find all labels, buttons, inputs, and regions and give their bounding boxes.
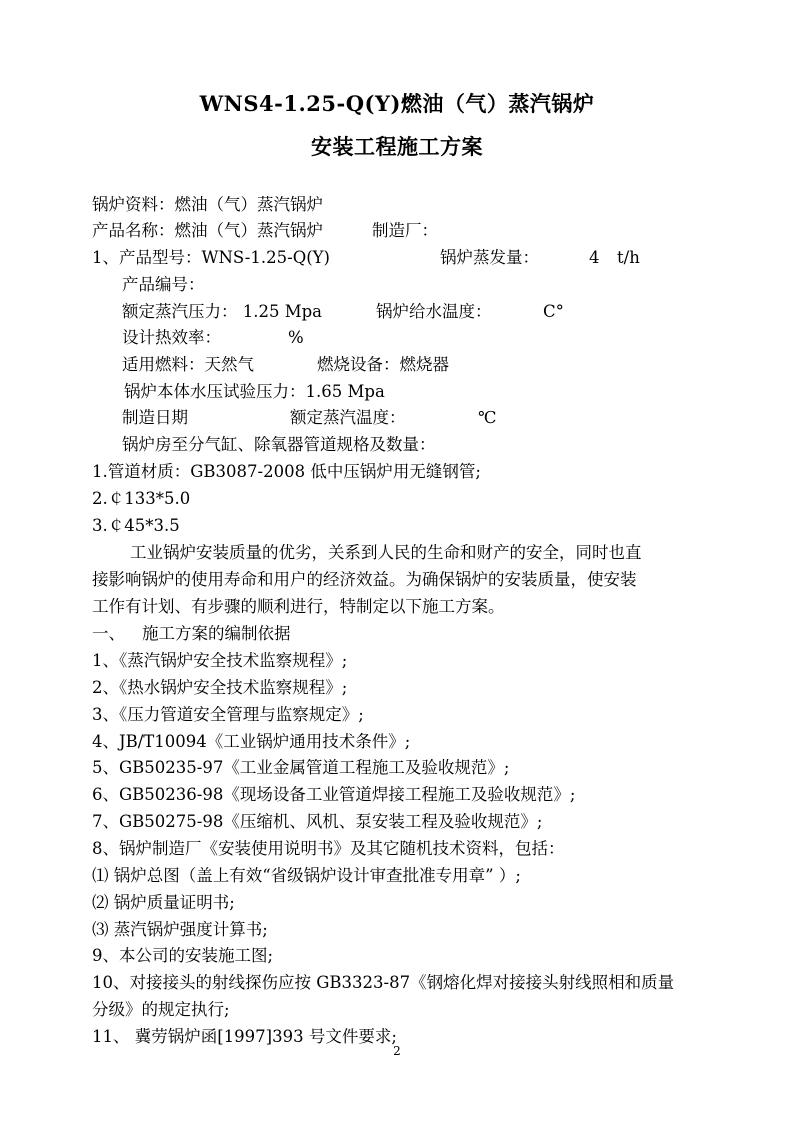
basis-item: 5、GB50235-97《工业金属管道工程施工及验收规范》; — [92, 758, 510, 777]
page-number: 2 — [393, 1044, 401, 1058]
basis-item: 11、 冀劳锅炉函[1997]393 号文件要求; — [92, 1027, 397, 1046]
manufacturer-label: 制造厂： — [372, 221, 438, 240]
basis-item: ⑵ 锅炉质量证明书; — [92, 893, 235, 912]
section-number: 一、 — [92, 624, 125, 643]
efficiency-label: 设计热效率： — [122, 328, 221, 347]
hydro-test-line: 锅炉本体水压试验压力：1.65 Mpa — [124, 382, 385, 401]
serial-label: 产品编号： — [122, 275, 205, 294]
feedwater-temp-unit: C° — [543, 302, 564, 321]
basis-item: 2、《热水锅炉安全技术监察规程》; — [92, 678, 348, 697]
basis-item: 10、对接接头的射线探伤应按 GB3323-87《钢熔化焊对接接头射线照相和质量 — [92, 973, 675, 992]
pipe-spec-heading: 锅炉房至分气缸、除氧器管道规格及数量： — [122, 435, 436, 454]
pipe-spec-item: 1.管道材质：GB3087-2008 低中压锅炉用无缝钢管; — [92, 462, 481, 481]
burner-line: 燃烧设备：燃烧器 — [317, 355, 449, 374]
pipe-spec-item: 3.￠45*3.5 — [92, 516, 180, 535]
fuel-line: 适用燃料：天然气 — [122, 355, 254, 374]
rated-steam-temp-unit: ℃ — [478, 408, 497, 427]
efficiency-unit: % — [288, 328, 304, 347]
evaporation-value: 4 — [589, 248, 600, 267]
basis-item: ⑶ 蒸汽锅炉强度计算书; — [92, 920, 268, 939]
rated-steam-temp-label: 额定蒸汽温度： — [290, 408, 406, 427]
basis-item: 3、《压力管道安全管理与监察规定》; — [92, 705, 364, 724]
basis-item: 6、GB50236-98《现场设备工业管道焊接工程施工及验收规范》; — [92, 785, 576, 804]
feedwater-temp-label: 锅炉给水温度： — [376, 302, 492, 321]
boiler-info-line: 锅炉资料：燃油（气）蒸汽锅炉 — [92, 195, 323, 214]
mfg-date-label: 制造日期 — [122, 408, 188, 427]
basis-item: 4、JB/T10094《工业锅炉通用技术条件》; — [92, 732, 411, 751]
document-subtitle: 安装工程施工方案 — [311, 134, 483, 159]
product-name-line: 产品名称：燃油（气）蒸汽锅炉 — [92, 221, 323, 240]
basis-item: 分级》的规定执行; — [92, 1000, 230, 1019]
basis-item: 8、锅炉制造厂《安装使用说明书》及其它随机技术资料，包括： — [92, 839, 565, 858]
rated-pressure-line: 额定蒸汽压力： 1.25 Mpa — [122, 302, 323, 321]
evaporation-label: 锅炉蒸发量： — [440, 248, 539, 267]
intro-paragraph-line: 工作有计划、有步骤的顺利进行，特制定以下施工方案。 — [92, 597, 505, 616]
intro-paragraph-line: 工业锅炉安装质量的优劣，关系到人民的生命和财产的安全，同时也直 — [130, 543, 642, 562]
basis-item: 1、《蒸汽锅炉安全技术监察规程》; — [92, 651, 348, 670]
model-line: 1、产品型号：WNS-1.25-Q(Y) — [92, 248, 330, 267]
basis-item: 7、GB50275-98《压缩机、风机、泵安装工程及验收规范》; — [92, 812, 543, 831]
section-heading: 施工方案的编制依据 — [142, 624, 291, 643]
basis-item: ⑴ 锅炉总图（盖上有效“省级锅炉设计审查批准专用章” ）; — [92, 866, 521, 885]
pipe-spec-item: 2.￠133*5.0 — [92, 489, 191, 508]
basis-item: 9、本公司的安装施工图; — [92, 946, 274, 965]
evaporation-unit: t/h — [617, 248, 640, 267]
intro-paragraph-line: 接影响锅炉的使用寿命和用户的经济效益。为确保锅炉的安装质量，使安装 — [92, 570, 637, 589]
document-title: WNS4-1.25-Q(Y)燃油（气）蒸汽锅炉 — [199, 91, 595, 116]
